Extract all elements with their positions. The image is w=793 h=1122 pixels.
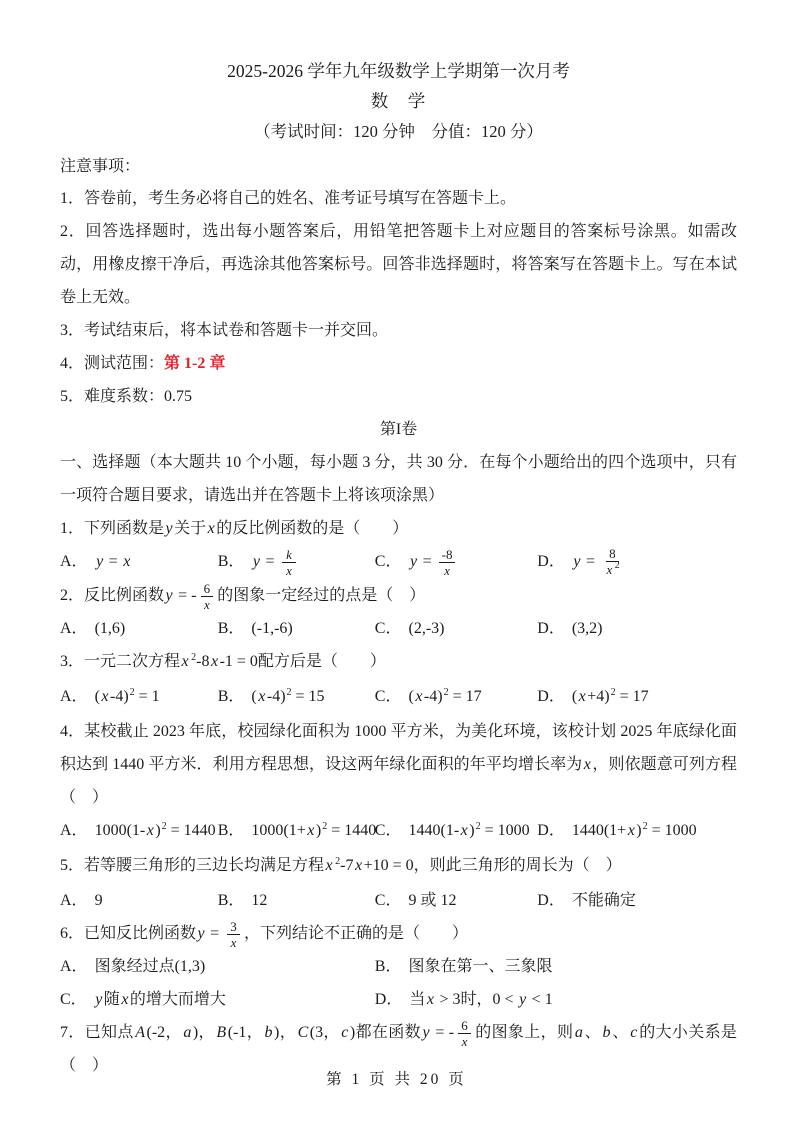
text-run: 1．答卷前，考生务必将自己的姓名、准考证号填写在答题卡上。 bbox=[60, 190, 517, 207]
option-body bbox=[572, 822, 697, 839]
text-run: ( bbox=[571, 687, 578, 705]
text-run: 2 bbox=[335, 855, 341, 867]
option-label: B． bbox=[217, 553, 245, 570]
text-run: (3， bbox=[309, 1023, 340, 1041]
text-run: x bbox=[210, 652, 219, 670]
text-run: -8 bbox=[196, 652, 210, 670]
question-1-stem bbox=[60, 512, 737, 545]
text-run: c bbox=[341, 1023, 349, 1041]
question-3-option-d bbox=[537, 680, 737, 715]
question-4-stem bbox=[60, 715, 737, 814]
text-run: 3．一元二次方程 bbox=[60, 652, 181, 670]
text-run: = 1 bbox=[134, 687, 160, 705]
text-run: x bbox=[207, 520, 215, 537]
text-run: -1 = 0 bbox=[219, 652, 258, 670]
question-4-option-a bbox=[60, 814, 218, 849]
option-label: D． bbox=[537, 553, 565, 570]
question-3-stem bbox=[60, 645, 737, 680]
question-6-option-d bbox=[375, 983, 737, 1016]
question-5-option-b bbox=[218, 884, 375, 917]
option-label: D． bbox=[537, 687, 565, 705]
option-body bbox=[95, 620, 126, 637]
text-run: 1．下列函数是 bbox=[60, 520, 165, 537]
text-run: 配方后是（ ） bbox=[257, 652, 386, 670]
text-run: -4) bbox=[110, 687, 129, 705]
question-1-option-b bbox=[218, 545, 375, 579]
text-run: -4) bbox=[423, 687, 443, 705]
text-run: c bbox=[630, 1023, 638, 1041]
text-run: a bbox=[183, 1023, 192, 1041]
text-run: x bbox=[258, 687, 266, 705]
text-run: 5．难度系数：0.75 bbox=[60, 388, 193, 405]
text-run: x bbox=[123, 553, 131, 570]
text-run: 时， bbox=[460, 990, 493, 1008]
text-run: ( bbox=[94, 687, 100, 705]
option-label: A． bbox=[60, 619, 88, 637]
text-run: b bbox=[602, 1023, 611, 1041]
text-run: 1440(1+ bbox=[571, 821, 627, 839]
text-run: x bbox=[461, 1033, 468, 1049]
text-run: ，则此三角形的周长为（ ） bbox=[413, 856, 622, 874]
option-label: A． bbox=[60, 957, 88, 975]
text-run: = 15 bbox=[291, 687, 325, 705]
question-2-option-d bbox=[537, 612, 737, 645]
text-run: C bbox=[297, 1023, 309, 1041]
question-3-options bbox=[60, 680, 737, 715]
text-run: a bbox=[574, 1023, 583, 1041]
question-5-option-d bbox=[537, 884, 737, 917]
text-run: = 1440 bbox=[166, 821, 216, 839]
text-run: y bbox=[95, 990, 103, 1008]
question-1 bbox=[60, 512, 737, 579]
text-run: 3 bbox=[230, 918, 237, 934]
text-run: 12 bbox=[436, 891, 457, 909]
text-run: ( bbox=[251, 687, 257, 705]
option-label: D． bbox=[374, 990, 403, 1008]
text-run: 2 bbox=[614, 559, 620, 571]
section-intro: 一、选择题（本大题共 10 个小题，每小题 3 分，共 30 分．在每个小题给出的四个选项中，只有一项符合题目要求，请选出并在答题卡上将该项涂黑） bbox=[60, 454, 737, 504]
text-run: x bbox=[444, 562, 450, 578]
text-run: 的大小关系是（ ） bbox=[60, 1023, 737, 1074]
option-label: B． bbox=[217, 821, 245, 839]
option-label: A． bbox=[60, 687, 88, 705]
highlight-red: 第 1-2 章 bbox=[164, 355, 226, 372]
question-1-options bbox=[60, 545, 737, 579]
option-label: A． bbox=[60, 891, 88, 909]
text-run: 2 bbox=[191, 651, 197, 663]
text-run: x bbox=[460, 821, 468, 839]
question-2-options bbox=[60, 612, 737, 645]
text-run: 图象经过点 bbox=[94, 957, 175, 975]
text-run: k bbox=[286, 546, 292, 562]
exam-info-line: （考试时间：120 分钟 分值：120 分） bbox=[254, 122, 543, 141]
question-3-option-c bbox=[375, 680, 537, 715]
section-title: 第I卷 bbox=[379, 421, 418, 438]
text-run: -7 bbox=[340, 856, 354, 874]
question-4-option-c bbox=[375, 814, 537, 849]
text-run: 2 bbox=[286, 686, 292, 698]
option-label: B． bbox=[374, 957, 402, 975]
question-2-option-c bbox=[375, 612, 537, 645]
option-label: C． bbox=[374, 687, 402, 705]
text-run: 2 bbox=[161, 820, 167, 832]
option-body bbox=[408, 822, 529, 839]
text-run: y bbox=[165, 586, 173, 604]
text-run: ) bbox=[274, 1023, 280, 1041]
text-run: 7．已知点 bbox=[60, 1023, 134, 1041]
text-run: y bbox=[409, 553, 418, 570]
fraction bbox=[457, 1018, 472, 1049]
option-body bbox=[572, 688, 649, 705]
text-run: ， bbox=[198, 1023, 215, 1041]
text-run: +4) bbox=[587, 687, 610, 705]
text-run: (1,3) bbox=[174, 957, 206, 975]
text-run: (-1， bbox=[227, 1023, 264, 1041]
option-label: B． bbox=[217, 687, 245, 705]
text-run: (1,6) bbox=[94, 619, 126, 637]
option-label: B． bbox=[217, 891, 245, 909]
text-run: 2 bbox=[610, 686, 616, 698]
question-6-option-b bbox=[375, 950, 737, 983]
text-run: = bbox=[581, 553, 599, 570]
option-body bbox=[251, 892, 267, 909]
text-run: +10 = 0 bbox=[363, 856, 414, 874]
text-run: 的图象一定经过的点是（ ） bbox=[217, 586, 426, 604]
text-run: = bbox=[261, 553, 279, 570]
text-run: = 1000 bbox=[647, 821, 697, 839]
question-3 bbox=[60, 645, 737, 715]
text-run: 、 bbox=[612, 1023, 629, 1041]
text-run: ) bbox=[315, 821, 322, 839]
text-run: ( bbox=[408, 687, 414, 705]
text-run: b bbox=[264, 1023, 273, 1041]
text-run: y bbox=[422, 1023, 430, 1041]
exam-title: 2025-2026 学年九年级数学上学期第一次月考 bbox=[227, 61, 570, 81]
option-body bbox=[95, 822, 216, 839]
fraction bbox=[199, 581, 214, 612]
text-run: x bbox=[426, 990, 434, 1008]
question-2-option-a bbox=[60, 612, 218, 645]
option-label: D． bbox=[537, 891, 565, 909]
text-run: 、 bbox=[584, 1023, 602, 1041]
question-5-options bbox=[60, 884, 737, 917]
text-run: 8 bbox=[609, 545, 616, 561]
text-run: 的反比例函数的是（ ） bbox=[216, 520, 409, 537]
question-2 bbox=[60, 579, 737, 645]
question-4-option-b bbox=[218, 814, 375, 849]
text-run: (2,-3) bbox=[408, 619, 445, 637]
text-run: 当 bbox=[409, 990, 426, 1008]
fraction bbox=[226, 919, 241, 950]
text-run: 6 bbox=[461, 1017, 468, 1033]
text-run: = bbox=[104, 553, 122, 570]
text-run: = bbox=[418, 553, 436, 570]
text-run: 2 bbox=[475, 820, 481, 832]
text-run: x bbox=[578, 687, 586, 705]
text-run: = - bbox=[431, 1023, 455, 1041]
text-run: x bbox=[121, 990, 129, 1008]
text-run: y bbox=[519, 990, 527, 1008]
text-run: y bbox=[165, 520, 173, 537]
text-run: x bbox=[230, 934, 237, 950]
option-label: A． bbox=[60, 821, 88, 839]
text-run: = 17 bbox=[615, 687, 649, 705]
text-run: x bbox=[606, 561, 613, 577]
option-body bbox=[572, 892, 636, 909]
option-body bbox=[95, 688, 160, 705]
option-body bbox=[94, 991, 226, 1008]
note-item-5 bbox=[60, 380, 737, 413]
text-run: ) bbox=[155, 821, 161, 839]
option-label: C． bbox=[374, 553, 402, 570]
question-3-option-b bbox=[218, 680, 375, 715]
question-6-option-c bbox=[60, 983, 375, 1016]
text-run: x bbox=[181, 652, 189, 670]
text-run: 的增大而增大 bbox=[129, 990, 226, 1008]
text-run: 5．若等腰三角形的三边长均满足方程 bbox=[60, 856, 325, 874]
text-run: y bbox=[197, 924, 205, 942]
option-label: C． bbox=[374, 821, 402, 839]
text-run: = - bbox=[174, 586, 197, 604]
text-run: y bbox=[96, 553, 104, 570]
text-run: x bbox=[101, 687, 109, 705]
text-run: 1000(1- bbox=[94, 821, 146, 839]
notes-heading: 注意事项： bbox=[60, 158, 141, 175]
text-run: (-2， bbox=[146, 1023, 182, 1041]
page-footer: 第 1 页 共 20 页 bbox=[326, 1071, 467, 1088]
question-2-stem bbox=[60, 579, 737, 612]
option-body bbox=[409, 991, 552, 1008]
question-6-stem bbox=[60, 917, 737, 950]
option-label: C． bbox=[60, 990, 87, 1008]
question-4 bbox=[60, 715, 737, 849]
option-label: C． bbox=[374, 619, 402, 637]
option-body bbox=[251, 688, 324, 705]
text-run: (3,2) bbox=[571, 619, 603, 637]
text-run: 随 bbox=[103, 990, 120, 1008]
option-body bbox=[572, 545, 626, 577]
question-1-option-c bbox=[375, 545, 537, 579]
question-5-option-c bbox=[375, 884, 537, 917]
option-body bbox=[95, 958, 206, 975]
text-run: ) bbox=[469, 821, 475, 839]
text-run: > 3 bbox=[435, 990, 461, 1008]
question-4-option-d bbox=[537, 814, 737, 849]
option-body bbox=[408, 958, 552, 975]
text-run: x bbox=[415, 687, 423, 705]
fraction bbox=[282, 547, 297, 578]
text-run: 4．测试范围： bbox=[60, 355, 165, 372]
question-5 bbox=[60, 849, 737, 917]
text-run: x bbox=[203, 596, 210, 612]
text-run: 2 bbox=[443, 686, 449, 698]
option-label: C． bbox=[374, 891, 402, 909]
text-run: 12 bbox=[251, 891, 268, 909]
option-body bbox=[408, 620, 444, 637]
text-run: 1000(1+ bbox=[251, 821, 306, 839]
question-5-option-a bbox=[60, 884, 218, 917]
option-body bbox=[408, 546, 458, 578]
text-run: y bbox=[573, 553, 581, 570]
text-run: 3．考试结束后，将本试卷和答题卡一并交回。 bbox=[60, 322, 389, 339]
text-run: ) bbox=[349, 1023, 356, 1041]
text-run: x bbox=[146, 821, 154, 839]
text-run: ) bbox=[192, 1023, 199, 1041]
question-1-option-a bbox=[60, 545, 218, 579]
text-run: 9 bbox=[408, 891, 421, 909]
text-run: 不能确定 bbox=[571, 891, 636, 909]
text-run: x bbox=[354, 856, 363, 874]
option-label: A． bbox=[60, 553, 88, 570]
text-run: 2．反比例函数 bbox=[60, 586, 165, 604]
text-run: ，则依题意可列方程（ ） bbox=[60, 755, 737, 806]
text-run: 图象在第一、三象限 bbox=[408, 957, 553, 975]
text-run: = 1000 bbox=[480, 821, 530, 839]
option-body bbox=[251, 546, 299, 578]
text-run: x bbox=[325, 856, 333, 874]
text-run: 2．回答选择题时，选出每小题答案后，用铅笔把答题卡上对应题目的答案标号涂黑。如需改动，用橡皮擦干净后，再选涂其他答案标号。回答非选择题时，将答案写在答题卡上。写在本试卷上无效。 bbox=[60, 223, 737, 306]
text-run: 2 bbox=[322, 820, 328, 832]
note-item-2 bbox=[60, 215, 737, 314]
question-5-stem bbox=[60, 849, 737, 884]
text-run: 或 bbox=[420, 891, 437, 909]
option-body bbox=[408, 892, 456, 909]
text-run: = 17 bbox=[448, 687, 482, 705]
option-body bbox=[572, 620, 603, 637]
text-run: 6 bbox=[203, 580, 211, 596]
question-6-option-a bbox=[60, 950, 375, 983]
text-run: (-1,-6) bbox=[251, 619, 293, 637]
text-run: x bbox=[583, 755, 591, 773]
text-run: < 1 bbox=[527, 990, 553, 1008]
text-run: 都在函数 bbox=[355, 1023, 421, 1041]
text-run: 2 bbox=[129, 686, 135, 698]
text-run: x bbox=[307, 821, 315, 839]
text-run: 1440(1- bbox=[408, 821, 460, 839]
option-body bbox=[251, 822, 376, 839]
text-run: 的图象上，则 bbox=[474, 1023, 574, 1041]
text-run: ， bbox=[279, 1023, 297, 1041]
option-body bbox=[408, 688, 481, 705]
text-run: -8 bbox=[441, 546, 453, 562]
question-4-options bbox=[60, 814, 737, 849]
text-run: x bbox=[627, 821, 635, 839]
text-run: B bbox=[216, 1023, 227, 1041]
option-label: D． bbox=[537, 619, 565, 637]
text-run: 0 < bbox=[492, 990, 518, 1008]
option-body bbox=[95, 553, 132, 570]
text-run: 6．已知反比例函数 bbox=[60, 924, 197, 942]
text-run: y bbox=[252, 553, 261, 570]
text-run: = 1440 bbox=[327, 821, 377, 839]
text-run: = bbox=[206, 924, 224, 942]
question-1-option-d bbox=[537, 545, 737, 579]
text-run: -4) bbox=[266, 687, 286, 705]
option-body bbox=[95, 892, 103, 909]
note-item-4 bbox=[60, 347, 737, 380]
question-6 bbox=[60, 917, 737, 1016]
text-run: 9 bbox=[94, 891, 103, 909]
text-run: 4．某校截止 2023 年底，校园绿化面积为 1000 平方米，为美化环境，该校计划 2025 年底绿化面积达到 1440 平方米．利用方程思想，设这两年绿化面积的年平均增长率为 bbox=[60, 722, 737, 773]
option-body bbox=[251, 620, 292, 637]
fraction bbox=[439, 547, 456, 578]
text-run: x bbox=[286, 562, 292, 578]
question-3-option-a bbox=[60, 680, 218, 715]
question-2-option-b bbox=[218, 612, 375, 645]
text-run: ) bbox=[636, 821, 642, 839]
exam-subject: 数 学 bbox=[370, 91, 427, 111]
note-item-1 bbox=[60, 182, 737, 215]
text-run: ，下列结论不正确的是（ ） bbox=[243, 924, 468, 942]
option-label: B． bbox=[217, 619, 245, 637]
fraction bbox=[602, 546, 623, 579]
text-run: 关于 bbox=[174, 520, 207, 537]
text-run: A bbox=[135, 1023, 146, 1041]
question-6-options bbox=[60, 950, 737, 1016]
option-label: D． bbox=[537, 821, 565, 839]
text-run: 2 bbox=[642, 820, 648, 832]
note-item-3 bbox=[60, 314, 737, 347]
